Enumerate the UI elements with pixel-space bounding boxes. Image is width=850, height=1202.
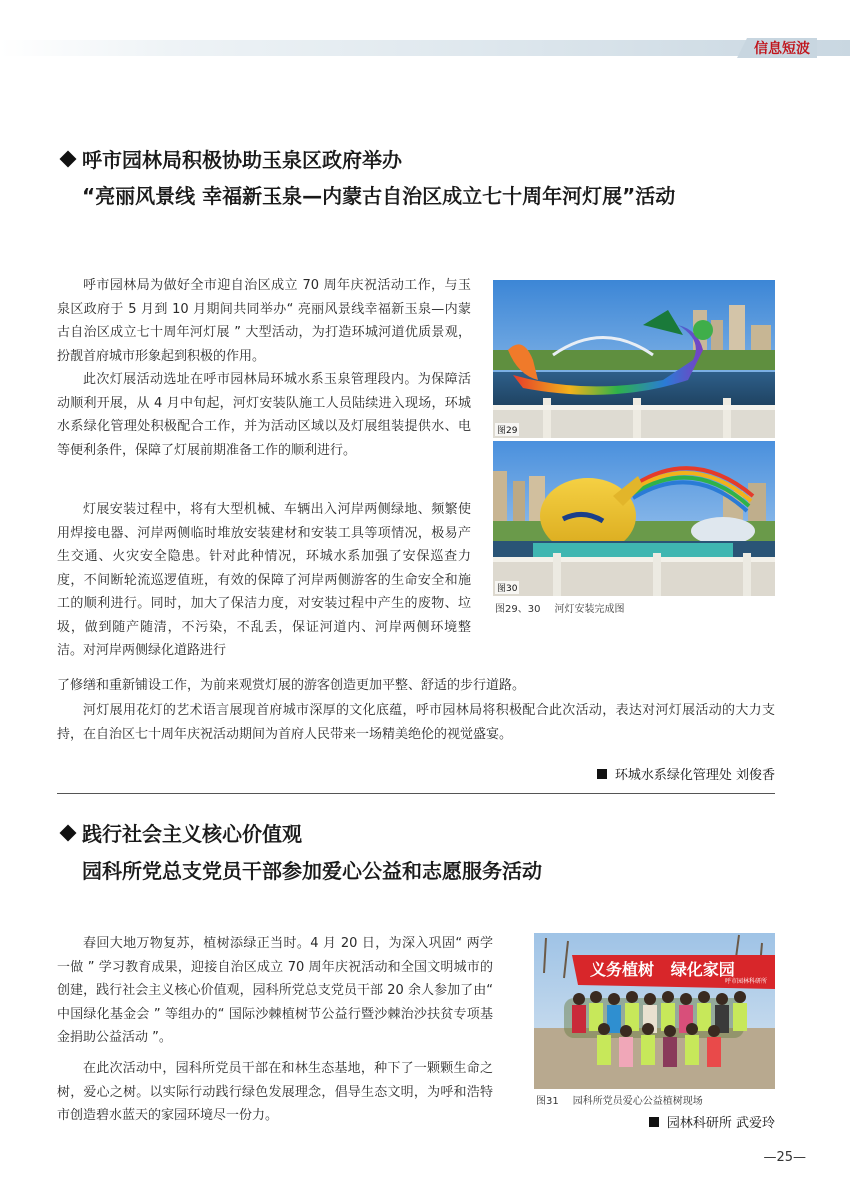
article1-para4: 河灯展用花灯的艺术语言展现首府城市深厚的文化底蕴，呼市园林局将积极配合此次活动，表达对河灯展活动的大力支持，在自治区七十周年庆祝活动期间为首府人民带来一场精美绝伦的视觉盛宴。 — [57, 703, 775, 742]
bowl-rainbow-lantern-illustration — [493, 441, 775, 596]
tree-planting-photo — [534, 933, 775, 1089]
article2-para1: 春回大地万物复苏，植树添绿正当时。4 月 20 日，为深入巩固“ 两学一做 ” 学习教育成果，迎接自治区成立 70 周年庆祝活动和全国文明城市的创建，践行社会主义核心价值观，园科所党总支党员干部 20 余人参加了由“ 中国绿化基金会 ” 等组办的“ 国际沙棘植树节公益行暨沙棘治沙扶贫专项基金捐助公益活动 ”。 — [57, 936, 493, 1045]
page-number: —25— — [763, 1150, 806, 1165]
article2-para2: 在此次活动中，园科所党员干部在和林生态基地，种下了一颗颗生命之树，爱心之树。以实际行动践行绿色发展理念，倡导生态文明，为呼和浩特市创造碧水蓝天的家园环境尽一份力。 — [57, 1061, 493, 1123]
diamond-bullet-icon — [60, 825, 77, 842]
phoenix-lantern-illustration — [493, 280, 775, 438]
photo-label-29: 图29 — [495, 423, 519, 436]
banner-text: 义务植树 绿化家园 — [590, 960, 735, 979]
article1-title-line1 — [62, 144, 402, 173]
article2-title-line2: 园科所党总支党员干部参加爱心公益和志愿服务活动 — [82, 859, 542, 883]
photo-label-30: 图30 — [495, 581, 519, 594]
article2-byline — [649, 1112, 775, 1131]
caption-figure-number: 图29、30 — [495, 604, 541, 615]
caption-text: 园科所党员爱心公益植树现场 — [572, 1096, 703, 1107]
section-tag: 信息短波 — [754, 41, 810, 57]
article1-figure-caption — [495, 600, 624, 615]
article1-byline — [597, 764, 775, 783]
article2-byline-text: 园林科研所 武爱玲 — [666, 1116, 775, 1131]
article1-byline-text: 环城水系绿化管理处 刘俊香 — [614, 768, 775, 783]
square-bullet-icon — [597, 769, 607, 779]
article1-title-line2: “亮丽风景线 幸福新玉泉—内蒙古自治区成立七十周年河灯展”活动 — [82, 184, 676, 208]
caption-figure-number: 图31 — [536, 1096, 559, 1107]
caption-text: 河灯安装完成图 — [554, 604, 625, 615]
article-divider — [57, 793, 775, 794]
article2-title-line1 — [62, 818, 302, 847]
diamond-bullet-icon — [60, 151, 77, 168]
article2-title-text: 践行社会主义核心价值观 — [82, 822, 302, 846]
river-lantern-photo-top — [493, 280, 775, 438]
river-lantern-photo-bottom — [493, 441, 775, 596]
article1-para2: 此次灯展活动选址在呼市园林局环城水系玉泉管理段内。为保障活动顺利开展，从 4 月中旬起，河灯安装队施工人员陆续进入现场，环城水系绿化管理处积极配合工作，并为活动区域以及灯展组装提供水、电等便利条件，保障了灯展前期准备工作的顺利进行。 — [57, 372, 471, 458]
article2-figure-caption — [536, 1092, 703, 1107]
article1-para3: 灯展安装过程中，将有大型机械、车辆出入河岸两侧绿地、频繁使用焊接电器、河岸两侧临时堆放安装建材和安装工具等项情况，极易产生交通、火灾安全隐患。针对此种情况，环城水系加强了安保巡查力度，不间断轮流巡逻值班，有效的保障了河岸两侧游客的生命安全和施工的顺利进行。同时，加大了保洁力度，对安装过程中产生的废物、垃圾，做到随产随清，不污染，不乱丢，保证河道内、河岸两侧环境整洁。对河岸两侧绿化道路进行 — [57, 502, 471, 658]
article1-para3-continued: 了修缮和重新铺设工作，为前来观赏灯展的游客创造更加平整、舒适的步行道路。 — [57, 678, 526, 693]
article1-para1: 呼市园林局为做好全市迎自治区成立 70 周年庆祝活动工作，与玉泉区政府于 5 月到 10 月期间共同举办“ 亮丽风景线幸福新玉泉—内蒙古自治区成立七十周年河灯展 ” 大型活动，为打造环城河道优质景观，扮靓首府城市形象起到积极的作用。 — [57, 278, 471, 364]
article1-title-text: 呼市园林局积极协助玉泉区政府举办 — [82, 148, 402, 172]
banner-subtext: 呼市园林科研所 — [724, 978, 767, 985]
square-bullet-icon — [649, 1117, 659, 1127]
header-band — [0, 40, 850, 56]
